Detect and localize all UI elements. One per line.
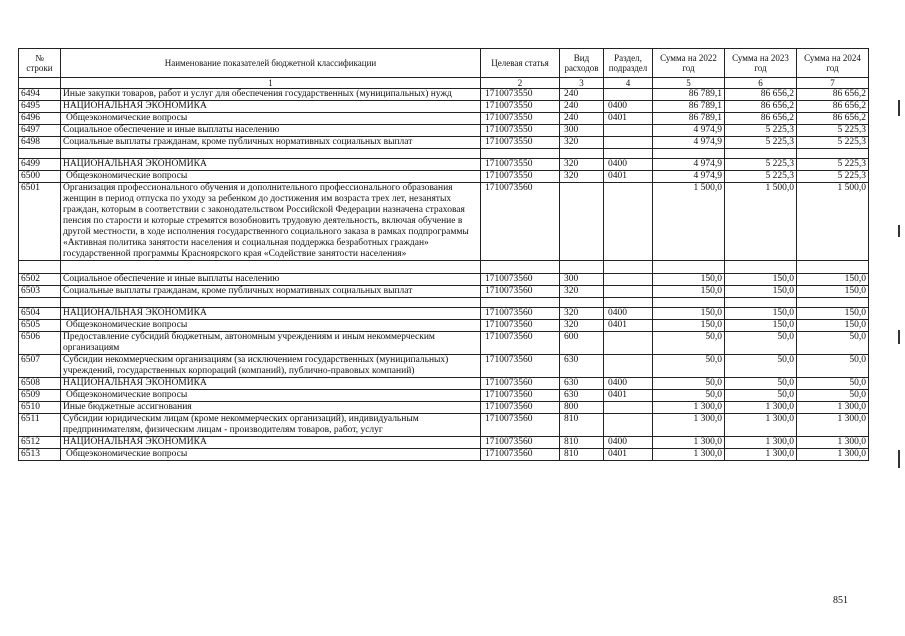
row-number-cell: 6509 [19, 390, 61, 402]
table-row [19, 437, 869, 449]
table-row [19, 101, 869, 113]
expense-type-cell: 240 [560, 101, 604, 113]
sum-2024-cell: 5 225,3 [797, 159, 869, 171]
scan-edge-mark [898, 450, 900, 468]
sum-2024-cell: 1 300,0 [797, 402, 869, 414]
row-name-cell: Субсидии юридическим лицам (кроме некоммерческих организаций), индивидуальным предпринимателям, физическим лицам - производителям товаров, работ, услуг [61, 414, 481, 437]
expense-type-cell: 240 [560, 113, 604, 125]
target-article-cell: 1710073560 [481, 390, 560, 402]
sum-2024-cell: 150,0 [797, 286, 869, 298]
sum-2022-cell: 1 300,0 [653, 437, 725, 449]
table-row [19, 274, 869, 286]
section-cell: 0400 [604, 308, 653, 320]
expense-type-cell: 630 [560, 355, 604, 378]
spacer-cell [19, 149, 61, 159]
sum-2023-cell: 5 225,3 [725, 125, 797, 137]
sum-2024-cell: 50,0 [797, 355, 869, 378]
target-article-cell: 1710073560 [481, 332, 560, 355]
sum-2023-cell: 1 500,0 [725, 183, 797, 261]
sum-2023-cell: 150,0 [725, 286, 797, 298]
sum-2024-cell: 86 656,2 [797, 113, 869, 125]
target-article-cell: 1710073560 [481, 274, 560, 286]
row-number-cell: 6498 [19, 137, 61, 149]
section-cell [604, 183, 653, 261]
row-name-cell: НАЦИОНАЛЬНАЯ ЭКОНОМИКА [61, 437, 481, 449]
page-number: 851 [833, 595, 848, 606]
expense-type-cell: 630 [560, 378, 604, 390]
scan-edge-mark [898, 225, 900, 237]
target-article-cell: 1710073560 [481, 355, 560, 378]
table-row [19, 159, 869, 171]
header-row-number: № строки [19, 49, 61, 78]
sum-2024-cell: 150,0 [797, 274, 869, 286]
column-number: 3 [560, 78, 604, 89]
sum-2024-cell: 1 500,0 [797, 183, 869, 261]
sum-2024-cell: 50,0 [797, 378, 869, 390]
sum-2023-cell: 1 300,0 [725, 402, 797, 414]
target-article-cell: 1710073550 [481, 137, 560, 149]
row-name-cell: Общеэкономические вопросы [61, 171, 481, 183]
sum-2024-cell: 5 225,3 [797, 171, 869, 183]
scan-edge-mark [898, 100, 900, 116]
scan-edge-mark [898, 330, 900, 344]
section-cell: 0400 [604, 159, 653, 171]
sum-2024-cell: 1 300,0 [797, 437, 869, 449]
target-article-cell: 1710073560 [481, 402, 560, 414]
sum-2022-cell: 86 789,1 [653, 89, 725, 101]
target-article-cell: 1710073550 [481, 101, 560, 113]
spacer-cell [725, 261, 797, 274]
column-number: 2 [481, 78, 560, 89]
section-cell [604, 355, 653, 378]
table-row [19, 137, 869, 149]
table-row [19, 355, 869, 378]
row-number-cell: 6494 [19, 89, 61, 101]
sum-2022-cell: 150,0 [653, 274, 725, 286]
expense-type-cell: 630 [560, 390, 604, 402]
row-number-cell: 6513 [19, 449, 61, 461]
sum-2022-cell: 4 974,9 [653, 171, 725, 183]
sum-2024-cell: 5 225,3 [797, 137, 869, 149]
table-row [19, 378, 869, 390]
sum-2024-cell: 86 656,2 [797, 89, 869, 101]
expense-type-cell: 320 [560, 137, 604, 149]
row-number-cell: 6510 [19, 402, 61, 414]
sum-2022-cell: 50,0 [653, 332, 725, 355]
section-cell: 0401 [604, 449, 653, 461]
sum-2024-cell: 86 656,2 [797, 101, 869, 113]
budget-table [18, 48, 869, 461]
sum-2022-cell: 150,0 [653, 308, 725, 320]
target-article-cell: 1710073560 [481, 308, 560, 320]
expense-type-cell: 810 [560, 437, 604, 449]
header-row [19, 49, 869, 78]
section-cell: 0400 [604, 101, 653, 113]
header-section: Раздел, подраздел [604, 49, 653, 78]
expense-type-cell: 810 [560, 414, 604, 437]
row-name-cell: Иные закупки товаров, работ и услуг для обеспечения государственных (муниципальных) нужд [61, 89, 481, 101]
table-row [19, 286, 869, 298]
spacer-cell [725, 298, 797, 308]
column-number: 4 [604, 78, 653, 89]
row-number-cell: 6505 [19, 320, 61, 332]
target-article-cell: 1710073560 [481, 437, 560, 449]
sum-2023-cell: 50,0 [725, 332, 797, 355]
row-number-cell: 6512 [19, 437, 61, 449]
sum-2023-cell: 86 656,2 [725, 89, 797, 101]
table-row [19, 113, 869, 125]
row-name-cell: Социальные выплаты гражданам, кроме публичных нормативных социальных выплат [61, 286, 481, 298]
table-row [19, 414, 869, 437]
section-cell [604, 137, 653, 149]
sum-2022-cell: 50,0 [653, 378, 725, 390]
table-row [19, 390, 869, 402]
sum-2022-cell: 86 789,1 [653, 101, 725, 113]
column-number: 5 [653, 78, 725, 89]
expense-type-cell: 300 [560, 274, 604, 286]
row-number-cell: 6508 [19, 378, 61, 390]
sum-2023-cell: 150,0 [725, 320, 797, 332]
sum-2024-cell: 1 300,0 [797, 449, 869, 461]
row-number-cell: 6504 [19, 308, 61, 320]
sum-2024-cell: 150,0 [797, 320, 869, 332]
sum-2022-cell: 50,0 [653, 390, 725, 402]
section-cell: 0401 [604, 113, 653, 125]
row-number-cell: 6506 [19, 332, 61, 355]
row-number-cell: 6499 [19, 159, 61, 171]
row-name-cell: Иные бюджетные ассигнования [61, 402, 481, 414]
target-article-cell: 1710073560 [481, 414, 560, 437]
spacer-cell [725, 149, 797, 159]
target-article-cell: 1710073550 [481, 171, 560, 183]
column-number: 7 [797, 78, 869, 89]
expense-type-cell: 240 [560, 89, 604, 101]
row-name-cell: Общеэкономические вопросы [61, 113, 481, 125]
header-2023: Сумма на 2023 год [725, 49, 797, 78]
spacer-cell [61, 149, 481, 159]
sum-2024-cell: 5 225,3 [797, 125, 869, 137]
spacer-cell [481, 298, 560, 308]
section-cell: 0400 [604, 437, 653, 449]
sum-2023-cell: 1 300,0 [725, 437, 797, 449]
expense-type-cell: 300 [560, 125, 604, 137]
header-2024: Сумма на 2024 год [797, 49, 869, 78]
sum-2023-cell: 5 225,3 [725, 159, 797, 171]
spacer-cell [481, 149, 560, 159]
sum-2023-cell: 50,0 [725, 390, 797, 402]
expense-type-cell: 320 [560, 308, 604, 320]
row-name-cell: Предоставление субсидий бюджетным, автономным учреждениям и иным некоммерческим организациям [61, 332, 481, 355]
expense-type-cell: 320 [560, 159, 604, 171]
section-cell [604, 402, 653, 414]
sum-2023-cell: 5 225,3 [725, 137, 797, 149]
row-number-cell: 6507 [19, 355, 61, 378]
section-cell: 0400 [604, 378, 653, 390]
spacer-cell [19, 261, 61, 274]
sum-2022-cell: 4 974,9 [653, 137, 725, 149]
row-number-cell: 6502 [19, 274, 61, 286]
row-name-cell: НАЦИОНАЛЬНАЯ ЭКОНОМИКА [61, 101, 481, 113]
sum-2022-cell: 4 974,9 [653, 125, 725, 137]
sum-2023-cell: 5 225,3 [725, 171, 797, 183]
spacer-cell [653, 298, 725, 308]
spacer-cell [560, 298, 604, 308]
sum-2024-cell: 50,0 [797, 390, 869, 402]
sum-2023-cell: 86 656,2 [725, 113, 797, 125]
sum-2023-cell: 150,0 [725, 274, 797, 286]
spacer-row [19, 149, 869, 159]
column-number-blank [19, 78, 61, 89]
expense-type-cell: 800 [560, 402, 604, 414]
spacer-cell [560, 149, 604, 159]
target-article-cell: 1710073560 [481, 183, 560, 261]
row-name-cell: Субсидии некоммерческим организациям (за исключением государственных (муниципальных) учреждений, государственных корпораций (компаний), публично-правовых компаний) [61, 355, 481, 378]
spacer-cell [61, 298, 481, 308]
spacer-row [19, 298, 869, 308]
target-article-cell: 1710073550 [481, 159, 560, 171]
header-type: Вид расходов [560, 49, 604, 78]
spacer-cell [653, 149, 725, 159]
column-number: 1 [61, 78, 481, 89]
target-article-cell: 1710073550 [481, 125, 560, 137]
spacer-cell [481, 261, 560, 274]
sum-2022-cell: 150,0 [653, 286, 725, 298]
header-target: Целевая статья [481, 49, 560, 78]
row-number-cell: 6501 [19, 183, 61, 261]
column-number-row [19, 78, 869, 89]
row-number-cell: 6503 [19, 286, 61, 298]
spacer-cell [797, 298, 869, 308]
expense-type-cell: 320 [560, 171, 604, 183]
table-row [19, 320, 869, 332]
row-name-cell: НАЦИОНАЛЬНАЯ ЭКОНОМИКА [61, 308, 481, 320]
target-article-cell: 1710073560 [481, 320, 560, 332]
spacer-cell [604, 149, 653, 159]
table-row [19, 308, 869, 320]
row-number-cell: 6497 [19, 125, 61, 137]
sum-2023-cell: 86 656,2 [725, 101, 797, 113]
sum-2024-cell: 150,0 [797, 308, 869, 320]
sum-2023-cell: 50,0 [725, 378, 797, 390]
sum-2022-cell: 1 500,0 [653, 183, 725, 261]
target-article-cell: 1710073550 [481, 113, 560, 125]
section-cell [604, 332, 653, 355]
row-name-cell: Социальное обеспечение и иные выплаты населению [61, 125, 481, 137]
row-name-cell: Общеэкономические вопросы [61, 449, 481, 461]
table-row [19, 183, 869, 261]
table-row [19, 125, 869, 137]
row-name-cell: Общеэкономические вопросы [61, 390, 481, 402]
sum-2024-cell: 50,0 [797, 332, 869, 355]
section-cell [604, 274, 653, 286]
sum-2022-cell: 1 300,0 [653, 449, 725, 461]
budget-table-sheet [18, 48, 868, 461]
spacer-cell [653, 261, 725, 274]
sum-2022-cell: 1 300,0 [653, 402, 725, 414]
expense-type-cell: 600 [560, 332, 604, 355]
section-cell [604, 89, 653, 101]
spacer-cell [560, 261, 604, 274]
sum-2022-cell: 1 300,0 [653, 414, 725, 437]
expense-type-cell: 810 [560, 449, 604, 461]
expense-type-cell: 320 [560, 286, 604, 298]
sum-2024-cell: 1 300,0 [797, 414, 869, 437]
table-body [19, 89, 869, 461]
section-cell: 0401 [604, 171, 653, 183]
section-cell: 0401 [604, 320, 653, 332]
spacer-row [19, 261, 869, 274]
table-row [19, 402, 869, 414]
header-2022: Сумма на 2022 год [653, 49, 725, 78]
spacer-cell [19, 298, 61, 308]
row-name-cell: Общеэкономические вопросы [61, 320, 481, 332]
table-row [19, 89, 869, 101]
sum-2023-cell: 150,0 [725, 308, 797, 320]
sum-2022-cell: 50,0 [653, 355, 725, 378]
table-row [19, 449, 869, 461]
row-number-cell: 6511 [19, 414, 61, 437]
sum-2023-cell: 50,0 [725, 355, 797, 378]
expense-type-cell [560, 183, 604, 261]
row-name-cell: Организация профессионального обучения и дополнительного профессионального образования женщин в период отпуска по уходу за ребенком до достижения им возраста трех лет, незанятых граждан, которым в соответствии с законодательством Российской Федерации назначена страховая пенсия по старости и которые стремятся возобновить трудовую деятельность, включая обучение в другой местности, в ходе исполнения государственного социального заказа в рамках подпрограммы «Активная политика занятости населения и социальная поддержка безработных граждан» государственной программы Красноярского края «Содействие занятости населения» [61, 183, 481, 261]
spacer-cell [61, 261, 481, 274]
row-number-cell: 6496 [19, 113, 61, 125]
spacer-cell [604, 298, 653, 308]
sum-2023-cell: 1 300,0 [725, 449, 797, 461]
section-cell [604, 125, 653, 137]
sum-2023-cell: 1 300,0 [725, 414, 797, 437]
sum-2022-cell: 150,0 [653, 320, 725, 332]
row-number-cell: 6500 [19, 171, 61, 183]
target-article-cell: 1710073560 [481, 449, 560, 461]
table-row [19, 171, 869, 183]
target-article-cell: 1710073550 [481, 89, 560, 101]
spacer-cell [797, 261, 869, 274]
row-name-cell: Социальные выплаты гражданам, кроме публичных нормативных социальных выплат [61, 137, 481, 149]
table-row [19, 332, 869, 355]
row-name-cell: Социальное обеспечение и иные выплаты населению [61, 274, 481, 286]
expense-type-cell: 320 [560, 320, 604, 332]
spacer-cell [797, 149, 869, 159]
target-article-cell: 1710073560 [481, 378, 560, 390]
row-name-cell: НАЦИОНАЛЬНАЯ ЭКОНОМИКА [61, 378, 481, 390]
section-cell: 0401 [604, 390, 653, 402]
header-name: Наименование показателей бюджетной классификации [61, 49, 481, 78]
spacer-cell [604, 261, 653, 274]
section-cell [604, 286, 653, 298]
sum-2022-cell: 4 974,9 [653, 159, 725, 171]
row-number-cell: 6495 [19, 101, 61, 113]
target-article-cell: 1710073560 [481, 286, 560, 298]
sum-2022-cell: 86 789,1 [653, 113, 725, 125]
row-name-cell: НАЦИОНАЛЬНАЯ ЭКОНОМИКА [61, 159, 481, 171]
section-cell [604, 414, 653, 437]
column-number: 6 [725, 78, 797, 89]
